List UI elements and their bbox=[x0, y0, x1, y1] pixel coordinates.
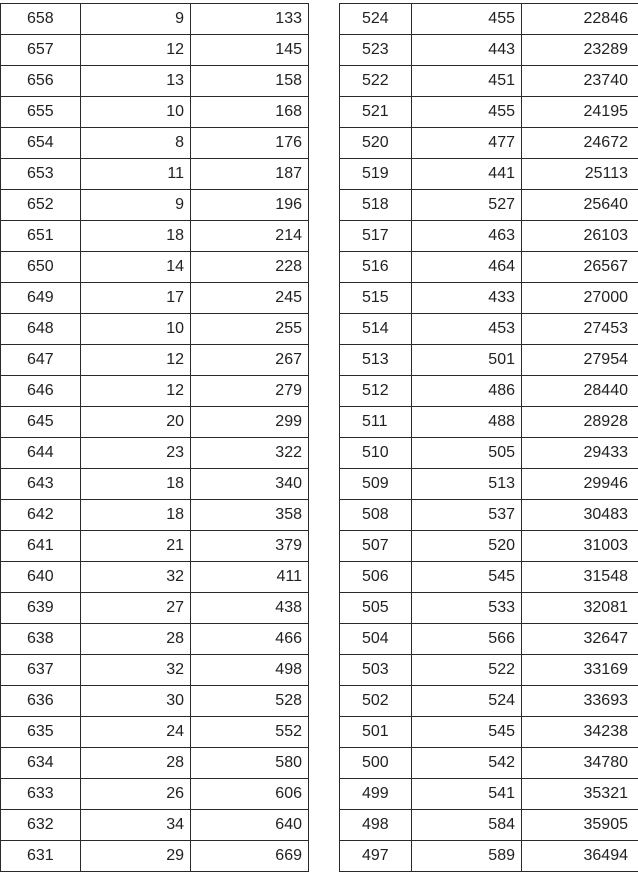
table-row bbox=[340, 810, 638, 841]
cumulative-cell: 528 bbox=[191, 686, 309, 717]
cumulative-cell: 25113 bbox=[522, 159, 638, 190]
count-cell: 501 bbox=[412, 345, 522, 376]
table-row bbox=[1, 97, 309, 128]
cumulative-cell: 214 bbox=[191, 221, 309, 252]
cumulative-cell: 29433 bbox=[522, 438, 638, 469]
cumulative-cell: 30483 bbox=[522, 500, 638, 531]
count-cell: 522 bbox=[412, 655, 522, 686]
score-cell: 515 bbox=[340, 283, 412, 314]
table-row bbox=[340, 779, 638, 810]
cumulative-cell: 33693 bbox=[522, 686, 638, 717]
table-row bbox=[340, 531, 638, 562]
cumulative-cell: 32647 bbox=[522, 624, 638, 655]
cumulative-cell: 23289 bbox=[522, 35, 638, 66]
cumulative-cell: 322 bbox=[191, 438, 309, 469]
score-cell: 639 bbox=[1, 593, 81, 624]
score-cell: 634 bbox=[1, 748, 81, 779]
score-table-right-body bbox=[340, 4, 638, 872]
score-cell: 650 bbox=[1, 252, 81, 283]
count-cell: 28 bbox=[81, 624, 191, 655]
count-cell: 18 bbox=[81, 500, 191, 531]
cumulative-cell: 22846 bbox=[522, 4, 638, 35]
count-cell: 477 bbox=[412, 128, 522, 159]
table-row bbox=[340, 97, 638, 128]
table-row bbox=[1, 283, 309, 314]
cumulative-cell: 196 bbox=[191, 190, 309, 221]
table-row bbox=[340, 221, 638, 252]
table-row bbox=[340, 345, 638, 376]
score-cell: 518 bbox=[340, 190, 412, 221]
table-row bbox=[1, 314, 309, 345]
cumulative-cell: 33169 bbox=[522, 655, 638, 686]
score-cell: 508 bbox=[340, 500, 412, 531]
cumulative-cell: 35321 bbox=[522, 779, 638, 810]
cumulative-cell: 133 bbox=[191, 4, 309, 35]
cumulative-cell: 187 bbox=[191, 159, 309, 190]
score-cell: 651 bbox=[1, 221, 81, 252]
score-cell: 648 bbox=[1, 314, 81, 345]
cumulative-cell: 34238 bbox=[522, 717, 638, 748]
cumulative-cell: 26103 bbox=[522, 221, 638, 252]
score-cell: 512 bbox=[340, 376, 412, 407]
count-cell: 486 bbox=[412, 376, 522, 407]
table-row bbox=[340, 4, 638, 35]
count-cell: 32 bbox=[81, 562, 191, 593]
cumulative-cell: 27954 bbox=[522, 345, 638, 376]
score-cell: 641 bbox=[1, 531, 81, 562]
score-cell: 654 bbox=[1, 128, 81, 159]
cumulative-cell: 669 bbox=[191, 841, 309, 872]
score-cell: 646 bbox=[1, 376, 81, 407]
cumulative-cell: 24195 bbox=[522, 97, 638, 128]
count-cell: 10 bbox=[81, 97, 191, 128]
table-row bbox=[340, 686, 638, 717]
cumulative-cell: 24672 bbox=[522, 128, 638, 159]
cumulative-cell: 358 bbox=[191, 500, 309, 531]
score-cell: 511 bbox=[340, 407, 412, 438]
count-cell: 20 bbox=[81, 407, 191, 438]
score-cell: 497 bbox=[340, 841, 412, 872]
cumulative-cell: 580 bbox=[191, 748, 309, 779]
count-cell: 589 bbox=[412, 841, 522, 872]
table-row bbox=[340, 376, 638, 407]
score-cell: 521 bbox=[340, 97, 412, 128]
table-row bbox=[1, 35, 309, 66]
cumulative-cell: 32081 bbox=[522, 593, 638, 624]
score-table-left-body bbox=[1, 4, 309, 872]
score-cell: 517 bbox=[340, 221, 412, 252]
score-cell: 652 bbox=[1, 190, 81, 221]
table-row bbox=[1, 469, 309, 500]
count-cell: 520 bbox=[412, 531, 522, 562]
score-cell: 647 bbox=[1, 345, 81, 376]
cumulative-cell: 340 bbox=[191, 469, 309, 500]
cumulative-cell: 267 bbox=[191, 345, 309, 376]
score-cell: 507 bbox=[340, 531, 412, 562]
cumulative-cell: 498 bbox=[191, 655, 309, 686]
count-cell: 12 bbox=[81, 35, 191, 66]
table-row bbox=[1, 407, 309, 438]
score-cell: 635 bbox=[1, 717, 81, 748]
score-cell: 640 bbox=[1, 562, 81, 593]
cumulative-cell: 466 bbox=[191, 624, 309, 655]
table-row bbox=[1, 376, 309, 407]
score-cell: 499 bbox=[340, 779, 412, 810]
cumulative-cell: 29946 bbox=[522, 469, 638, 500]
score-cell: 505 bbox=[340, 593, 412, 624]
table-row bbox=[1, 159, 309, 190]
count-cell: 9 bbox=[81, 4, 191, 35]
score-cell: 502 bbox=[340, 686, 412, 717]
table-row bbox=[1, 221, 309, 252]
table-row bbox=[340, 283, 638, 314]
cumulative-cell: 28928 bbox=[522, 407, 638, 438]
cumulative-cell: 279 bbox=[191, 376, 309, 407]
count-cell: 24 bbox=[81, 717, 191, 748]
cumulative-cell: 28440 bbox=[522, 376, 638, 407]
score-cell: 632 bbox=[1, 810, 81, 841]
score-cell: 657 bbox=[1, 35, 81, 66]
cumulative-cell: 36494 bbox=[522, 841, 638, 872]
score-cell: 514 bbox=[340, 314, 412, 345]
count-cell: 9 bbox=[81, 190, 191, 221]
cumulative-cell: 176 bbox=[191, 128, 309, 159]
table-row bbox=[340, 159, 638, 190]
score-cell: 643 bbox=[1, 469, 81, 500]
score-cell: 523 bbox=[340, 35, 412, 66]
count-cell: 29 bbox=[81, 841, 191, 872]
score-cell: 510 bbox=[340, 438, 412, 469]
table-row bbox=[1, 779, 309, 810]
table-row bbox=[1, 562, 309, 593]
score-table-left bbox=[0, 3, 309, 872]
count-cell: 12 bbox=[81, 376, 191, 407]
score-cell: 638 bbox=[1, 624, 81, 655]
score-cell: 633 bbox=[1, 779, 81, 810]
table-row bbox=[1, 252, 309, 283]
cumulative-cell: 26567 bbox=[522, 252, 638, 283]
table-row bbox=[1, 345, 309, 376]
table-row bbox=[1, 593, 309, 624]
cumulative-cell: 23740 bbox=[522, 66, 638, 97]
score-cell: 503 bbox=[340, 655, 412, 686]
cumulative-cell: 228 bbox=[191, 252, 309, 283]
count-cell: 537 bbox=[412, 500, 522, 531]
table-row bbox=[1, 717, 309, 748]
count-cell: 451 bbox=[412, 66, 522, 97]
table-row bbox=[340, 624, 638, 655]
table-row bbox=[1, 190, 309, 221]
score-cell: 498 bbox=[340, 810, 412, 841]
score-cell: 636 bbox=[1, 686, 81, 717]
score-cell: 524 bbox=[340, 4, 412, 35]
table-row bbox=[1, 655, 309, 686]
score-cell: 500 bbox=[340, 748, 412, 779]
score-cell: 506 bbox=[340, 562, 412, 593]
table-row bbox=[1, 531, 309, 562]
score-cell: 501 bbox=[340, 717, 412, 748]
count-cell: 453 bbox=[412, 314, 522, 345]
table-row bbox=[340, 407, 638, 438]
count-cell: 34 bbox=[81, 810, 191, 841]
table-row bbox=[340, 717, 638, 748]
score-cell: 656 bbox=[1, 66, 81, 97]
score-cell: 637 bbox=[1, 655, 81, 686]
score-cell: 519 bbox=[340, 159, 412, 190]
table-row bbox=[1, 686, 309, 717]
table-row bbox=[340, 655, 638, 686]
count-cell: 10 bbox=[81, 314, 191, 345]
table-row bbox=[340, 562, 638, 593]
count-cell: 505 bbox=[412, 438, 522, 469]
count-cell: 21 bbox=[81, 531, 191, 562]
cumulative-cell: 158 bbox=[191, 66, 309, 97]
count-cell: 524 bbox=[412, 686, 522, 717]
table-row bbox=[1, 841, 309, 872]
count-cell: 441 bbox=[412, 159, 522, 190]
count-cell: 455 bbox=[412, 97, 522, 128]
score-cell: 631 bbox=[1, 841, 81, 872]
score-cell: 649 bbox=[1, 283, 81, 314]
count-cell: 566 bbox=[412, 624, 522, 655]
table-row bbox=[1, 4, 309, 35]
cumulative-cell: 168 bbox=[191, 97, 309, 128]
count-cell: 463 bbox=[412, 221, 522, 252]
score-cell: 516 bbox=[340, 252, 412, 283]
count-cell: 8 bbox=[81, 128, 191, 159]
count-cell: 464 bbox=[412, 252, 522, 283]
table-row bbox=[340, 593, 638, 624]
score-cell: 645 bbox=[1, 407, 81, 438]
score-cell: 509 bbox=[340, 469, 412, 500]
table-row bbox=[1, 128, 309, 159]
table-row bbox=[340, 748, 638, 779]
table-row bbox=[340, 35, 638, 66]
cumulative-cell: 27453 bbox=[522, 314, 638, 345]
cumulative-cell: 31548 bbox=[522, 562, 638, 593]
count-cell: 443 bbox=[412, 35, 522, 66]
count-cell: 542 bbox=[412, 748, 522, 779]
count-cell: 541 bbox=[412, 779, 522, 810]
table-row bbox=[1, 624, 309, 655]
score-cell: 644 bbox=[1, 438, 81, 469]
count-cell: 584 bbox=[412, 810, 522, 841]
cumulative-cell: 552 bbox=[191, 717, 309, 748]
table-row bbox=[340, 841, 638, 872]
score-cell: 653 bbox=[1, 159, 81, 190]
count-cell: 17 bbox=[81, 283, 191, 314]
count-cell: 27 bbox=[81, 593, 191, 624]
cumulative-cell: 25640 bbox=[522, 190, 638, 221]
score-cell: 520 bbox=[340, 128, 412, 159]
count-cell: 488 bbox=[412, 407, 522, 438]
table-row bbox=[340, 66, 638, 97]
cumulative-cell: 299 bbox=[191, 407, 309, 438]
count-cell: 513 bbox=[412, 469, 522, 500]
count-cell: 12 bbox=[81, 345, 191, 376]
table-row bbox=[340, 500, 638, 531]
table-row bbox=[340, 128, 638, 159]
cumulative-cell: 411 bbox=[191, 562, 309, 593]
table-row bbox=[340, 314, 638, 345]
count-cell: 455 bbox=[412, 4, 522, 35]
table-row bbox=[1, 748, 309, 779]
table-row bbox=[1, 810, 309, 841]
cumulative-cell: 245 bbox=[191, 283, 309, 314]
score-cell: 522 bbox=[340, 66, 412, 97]
cumulative-cell: 31003 bbox=[522, 531, 638, 562]
count-cell: 23 bbox=[81, 438, 191, 469]
cumulative-cell: 34780 bbox=[522, 748, 638, 779]
cumulative-cell: 640 bbox=[191, 810, 309, 841]
cumulative-cell: 145 bbox=[191, 35, 309, 66]
score-cell: 658 bbox=[1, 4, 81, 35]
table-row bbox=[340, 252, 638, 283]
count-cell: 28 bbox=[81, 748, 191, 779]
count-cell: 533 bbox=[412, 593, 522, 624]
cumulative-cell: 438 bbox=[191, 593, 309, 624]
table-row bbox=[340, 469, 638, 500]
count-cell: 32 bbox=[81, 655, 191, 686]
table-row bbox=[1, 438, 309, 469]
table-row bbox=[1, 66, 309, 97]
score-table-right bbox=[339, 3, 638, 872]
count-cell: 18 bbox=[81, 221, 191, 252]
cumulative-cell: 255 bbox=[191, 314, 309, 345]
table-row bbox=[340, 438, 638, 469]
score-cell: 504 bbox=[340, 624, 412, 655]
count-cell: 13 bbox=[81, 66, 191, 97]
score-cell: 513 bbox=[340, 345, 412, 376]
score-cell: 642 bbox=[1, 500, 81, 531]
cumulative-cell: 35905 bbox=[522, 810, 638, 841]
table-row bbox=[340, 190, 638, 221]
cumulative-cell: 27000 bbox=[522, 283, 638, 314]
count-cell: 26 bbox=[81, 779, 191, 810]
score-cell: 655 bbox=[1, 97, 81, 128]
count-cell: 18 bbox=[81, 469, 191, 500]
count-cell: 433 bbox=[412, 283, 522, 314]
count-cell: 14 bbox=[81, 252, 191, 283]
count-cell: 30 bbox=[81, 686, 191, 717]
table-row bbox=[1, 500, 309, 531]
count-cell: 545 bbox=[412, 562, 522, 593]
count-cell: 545 bbox=[412, 717, 522, 748]
count-cell: 527 bbox=[412, 190, 522, 221]
cumulative-cell: 606 bbox=[191, 779, 309, 810]
cumulative-cell: 379 bbox=[191, 531, 309, 562]
count-cell: 11 bbox=[81, 159, 191, 190]
